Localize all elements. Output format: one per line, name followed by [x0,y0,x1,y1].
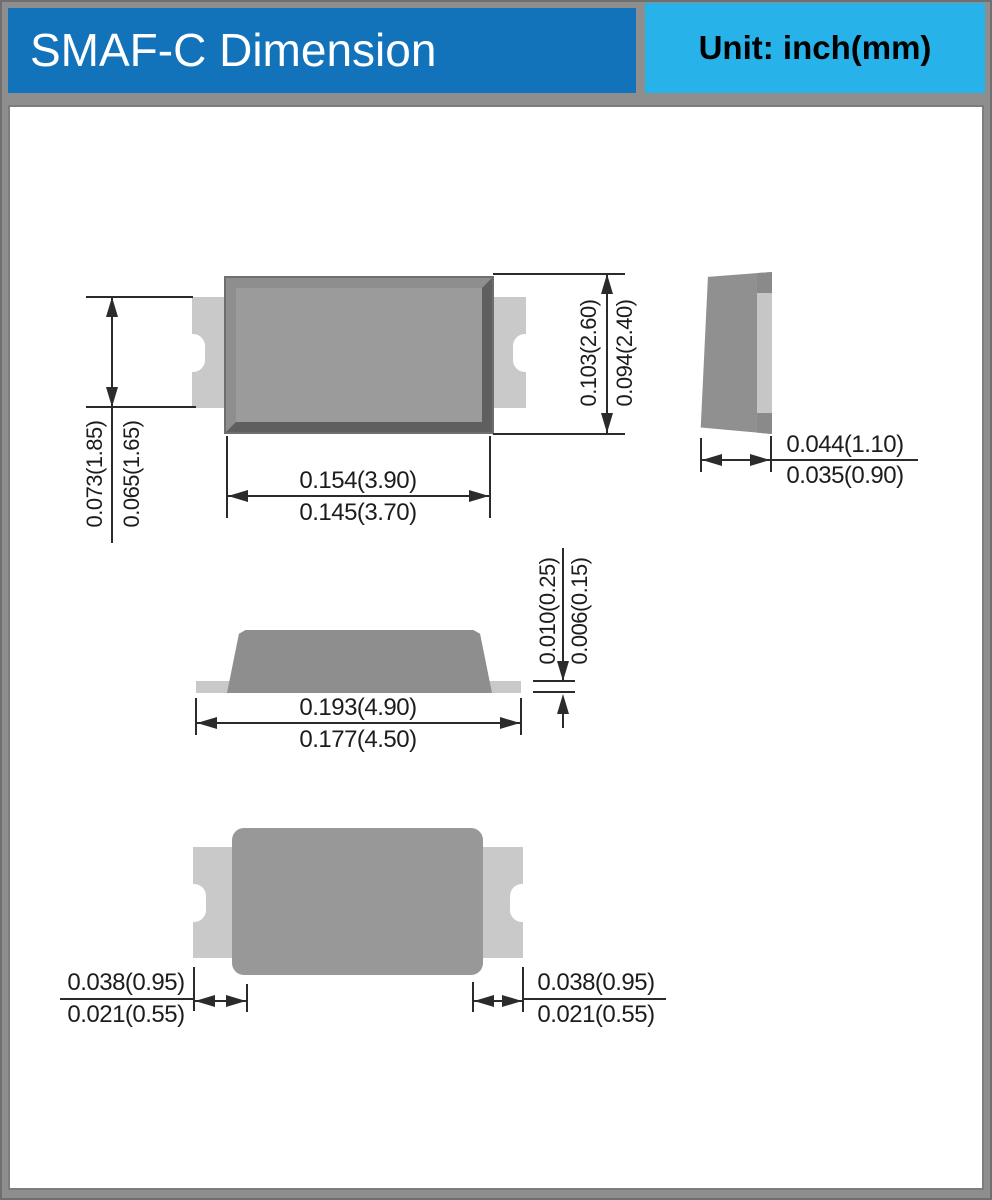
extension-line [520,698,522,735]
dimension-line [606,273,608,435]
arrowhead-right-icon [502,995,522,1007]
side-view-top-terminal [757,272,772,293]
extension-line [226,436,228,518]
arrowhead-right-icon [469,490,489,502]
top-view-left-terminal-notch [192,334,205,372]
dim-label-body-height-max: 0.103(2.60) [576,299,601,407]
dim-label-thickness-max: 0.044(1.10) [786,431,904,458]
top-view-right-terminal-notch [513,334,526,372]
dim-label-overall-length-max: 0.193(4.90) [299,694,417,721]
side-view-terminal-strip [757,272,772,434]
arrowhead-left-icon [228,490,248,502]
arrowhead-right-icon [226,995,246,1007]
extension-line [770,436,772,472]
fraction-line [524,998,666,1000]
dim-label-tab-height-min: 0.065(1.65) [119,420,144,528]
dim-label-left-terminal-max: 0.038(0.95) [67,969,185,996]
dimension-line [111,296,113,543]
extension-line [86,296,193,298]
dim-label-lead-thickness-max: 0.010(0.25) [535,557,560,665]
dimension-line [196,722,521,724]
side-view-package-body [700,272,772,434]
dim-label-lead-thickness-min: 0.006(0.15) [567,557,592,665]
unit-badge: Unit: inch(mm) [645,3,985,93]
extension-tick [533,680,575,682]
bottom-view-package-body [232,828,483,975]
arrowhead-left-icon [197,717,217,729]
extension-line [522,967,524,1012]
dim-label-thickness-min: 0.035(0.90) [786,462,904,489]
dim-label-overall-length-min: 0.177(4.50) [299,726,417,753]
arrowhead-down-icon [601,413,613,433]
bottom-view-left-terminal-notch [193,884,206,922]
arrowhead-up-icon [601,274,613,294]
dim-label-right-terminal-min: 0.021(0.55) [537,1001,655,1028]
arrowhead-up-icon [106,297,118,317]
arrowhead-right-icon [500,717,520,729]
page-title: SMAF-C Dimension [8,8,636,93]
fraction-line [772,459,918,461]
dimension-line [227,495,490,497]
dimension-line [562,712,564,728]
top-view-package-body [226,278,492,432]
bottom-view-right-terminal-notch [510,884,523,922]
dim-label-tab-height-max: 0.073(1.85) [82,420,107,528]
extension-line [489,436,491,518]
arrowhead-down-icon [106,387,118,407]
fraction-line [60,998,194,1000]
dim-label-body-width-max: 0.154(3.90) [299,467,417,494]
arrowhead-right-icon [750,454,770,466]
arrowhead-up-icon [557,694,569,714]
extension-line [246,984,248,1012]
profile-view-package-body [227,630,492,693]
arrowhead-left-icon [195,995,215,1007]
dim-label-left-terminal-min: 0.021(0.55) [67,1001,185,1028]
extension-line [86,406,196,408]
side-view-bottom-terminal [757,413,772,434]
dim-label-body-height-min: 0.094(2.40) [612,299,637,407]
dim-label-body-width-min: 0.145(3.70) [299,499,417,526]
dim-label-right-terminal-max: 0.038(0.95) [537,969,655,996]
arrowhead-left-icon [702,454,722,466]
extension-tick [533,691,575,693]
arrowhead-left-icon [474,995,494,1007]
